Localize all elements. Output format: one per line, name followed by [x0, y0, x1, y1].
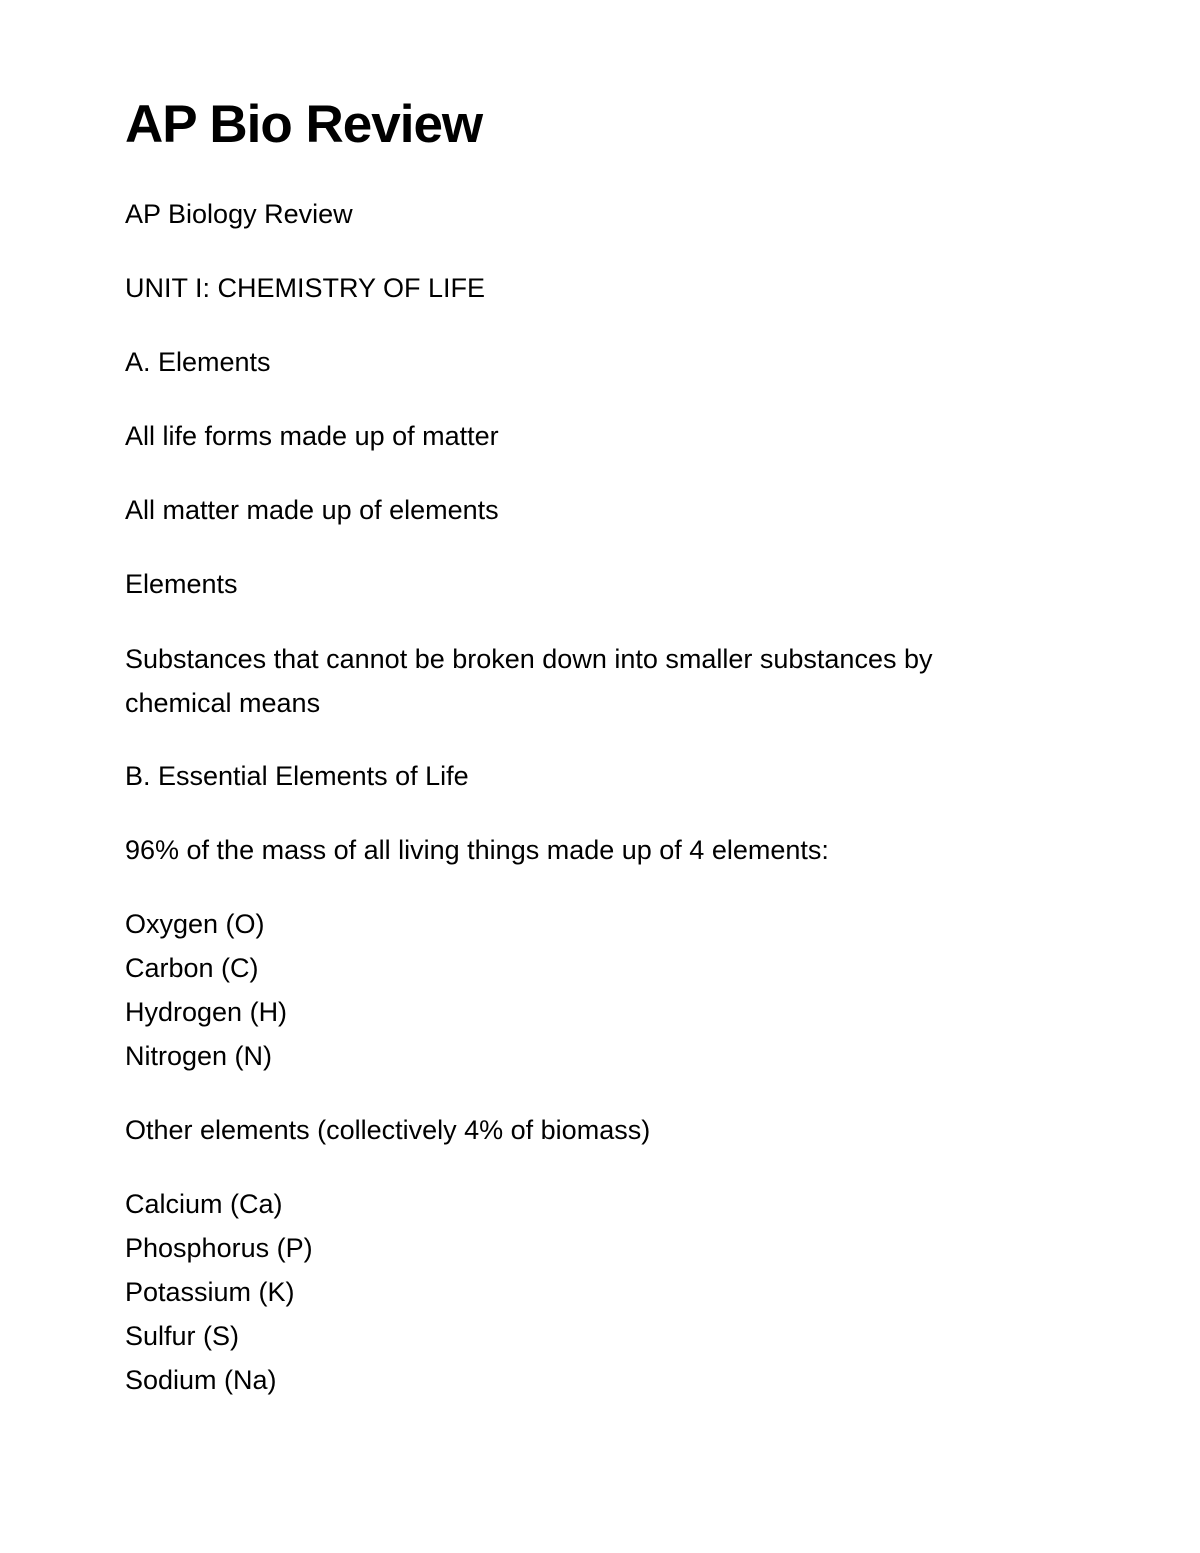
other-elements-intro: Other elements (collectively 4% of biomass)	[125, 1115, 651, 1145]
list-item: Potassium (K)	[125, 1277, 295, 1307]
other-elements-list	[125, 1182, 313, 1402]
list-item: Nitrogen (N)	[125, 1041, 273, 1071]
section-a-heading: A. Elements	[125, 347, 271, 377]
elements-definition: Substances that cannot be broken down into smaller substances by chemical means	[125, 644, 933, 718]
document-subtitle: AP Biology Review	[125, 199, 353, 229]
list-item: Carbon (C)	[125, 953, 259, 983]
section-a-line-2: All matter made up of elements	[125, 495, 499, 525]
section-b-intro: 96% of the mass of all living things made up of 4 elements:	[125, 835, 829, 865]
page-title: AP Bio Review	[125, 95, 483, 154]
major-elements-list	[125, 902, 287, 1078]
list-item: Sodium (Na)	[125, 1365, 277, 1395]
list-item: Hydrogen (H)	[125, 997, 288, 1027]
elements-term: Elements	[125, 569, 238, 599]
list-item: Phosphorus (P)	[125, 1233, 313, 1263]
unit-heading: UNIT I: CHEMISTRY OF LIFE	[125, 273, 486, 303]
section-b-heading: B. Essential Elements of Life	[125, 761, 469, 791]
list-item: Calcium (Ca)	[125, 1189, 283, 1219]
section-a-line-1: All life forms made up of matter	[125, 421, 499, 451]
list-item: Sulfur (S)	[125, 1321, 240, 1351]
list-item: Oxygen (O)	[125, 909, 265, 939]
